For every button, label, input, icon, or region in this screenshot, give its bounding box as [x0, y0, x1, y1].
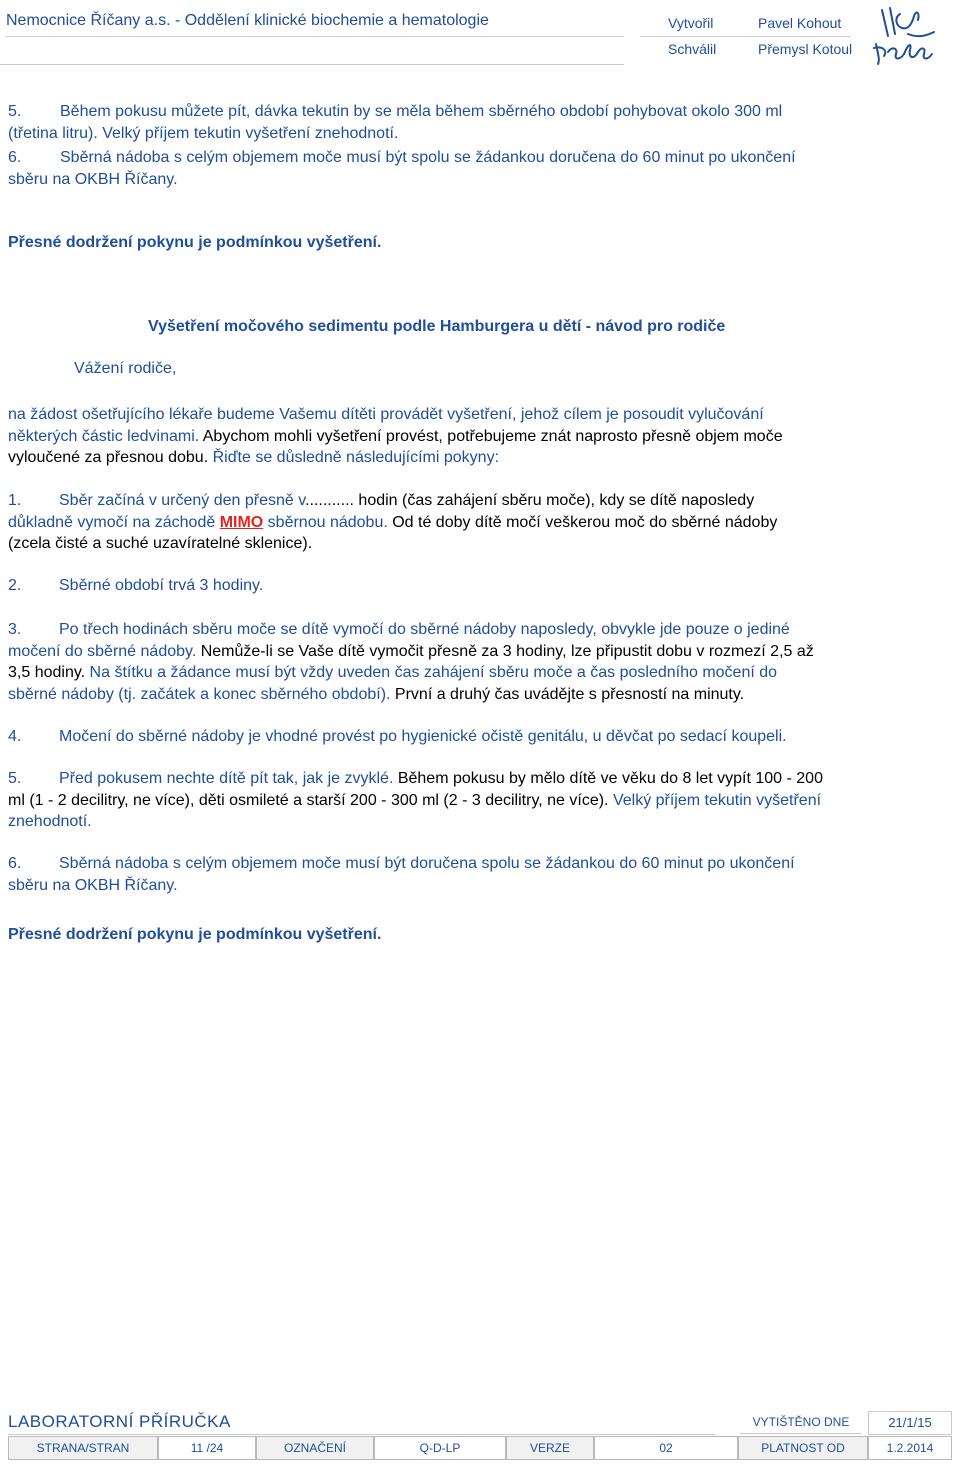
page-label: STRANA/STRAN: [8, 1436, 158, 1460]
step-5: [8, 768, 952, 833]
valid-value: 1.2.2014: [868, 1436, 952, 1460]
approved-label: Schválil: [668, 41, 717, 57]
step-4-text: Močení do sběrné nádoby je vhodné provést po hygienické očistě genitálu, u děvčat po sedací koupeli.: [59, 728, 787, 745]
document-notice: Přesné dodržení pokynu je podmínkou vyšetření.: [8, 926, 382, 943]
step-1-mimo: MIMO: [219, 513, 264, 531]
approved-row: [640, 36, 853, 62]
greeting: Vážení rodiče,: [74, 360, 177, 377]
step-1-e: sběrnou nádobu.: [263, 513, 388, 531]
step-6: [8, 853, 952, 896]
step-5-d: Velký příjem tekutin vyšetření: [608, 791, 822, 809]
para1-line2a: některých částic ledvinami.: [8, 427, 200, 445]
printed-label: VYTIŠTĚNO DNE: [740, 1411, 862, 1434]
intro-5-line2: (třetina litru). Velký příjem tekutin vyšetření znehodnotí.: [8, 124, 399, 142]
step-1: [8, 490, 952, 555]
intro-6-num: 6.: [8, 149, 22, 166]
signature-image: [868, 4, 938, 66]
step-1-d: důkladně vymočí na záchodě: [8, 513, 220, 531]
step-4: [8, 726, 952, 748]
created-row: [640, 10, 850, 37]
step-1-a: Sběr začíná v určený den přesně v: [59, 492, 306, 509]
paragraph-intro: [8, 404, 952, 469]
header-divider: [0, 64, 624, 65]
step-5-a: Před pokusem nechte dítě pít tak, jak je zvyklé.: [59, 770, 394, 787]
page-value: 11 /24: [158, 1436, 256, 1460]
step-1-f: Od té doby dítě močí veškerou moč do sběrné nádoby: [387, 513, 778, 531]
footer-info-bar: [8, 1436, 952, 1460]
intro-6-line2: sběru na OKBH Říčany.: [8, 170, 178, 188]
para1-line3a: vyloučené za přesnou dobu.: [8, 449, 209, 466]
valid-label: PLATNOST OD: [738, 1436, 868, 1460]
intro-5-num: 5.: [8, 103, 22, 120]
approved-by: Přemysl Kotoul: [758, 41, 853, 57]
intro-item-5: [8, 101, 952, 144]
step-2-text: Sběrné období trvá 3 hodiny.: [59, 577, 264, 594]
step-3-num: 3.: [8, 621, 22, 638]
step-3-e: Na štítku a žádance musí být vždy uveden čas zahájení sběru moče a čas posledního močení do: [85, 664, 778, 681]
institution-title: Nemocnice Říčany a.s. - Oddělení klinické biochemie a hematologie: [6, 6, 624, 37]
step-5-c: ml (1 - 2 decilitry, ne více), děti osmileté a starší 200 - 300 ml (2 - 3 decilitry, ne více).: [8, 791, 609, 809]
step-2: [8, 575, 952, 597]
version-value: 02: [594, 1436, 738, 1460]
mark-value: Q-D-LP: [374, 1436, 506, 1460]
created-by: Pavel Kohout: [758, 15, 842, 31]
para1-line3b: Řiďte se důsledně následujícími pokyny:: [208, 449, 500, 466]
step-3: [8, 619, 952, 705]
intro-6-line1: Sběrná nádoba s celým objemem moče musí být spolu se žádankou doručena do 60 minut po ukončení: [60, 149, 796, 166]
step-2-num: 2.: [8, 577, 22, 594]
step-3-g: První a druhý čas uvádějte s přesností na minuty.: [390, 685, 745, 703]
step-3-c: Nemůže-li se Vaše dítě vymočit přesně za 3 hodiny, lze připustit dobu v rozmezí 2,5 až: [196, 642, 814, 660]
para1-line1: na žádost ošetřujícího lékaře budeme Vašemu dítěti provádět vyšetření, jehož cílem je posoudit vylučování: [8, 406, 764, 423]
intro-notice: Přesné dodržení pokynu je podmínkou vyšetření.: [8, 234, 382, 251]
intro-5-line1: Během pokusu můžete pít, dávka tekutin by se měla během sběrného období pohybovat okolo 300 ml: [60, 103, 783, 120]
step-1-dots: ...........: [305, 492, 354, 509]
step-6-a: Sběrná nádoba s celým objemem moče musí být doručena spolu se žádankou do 60 minut po ukončení: [59, 855, 795, 872]
step-6-num: 6.: [8, 855, 22, 872]
printed-value: 21/1/15: [868, 1411, 952, 1435]
version-label: VERZE: [506, 1436, 594, 1460]
intro-item-6: [8, 147, 952, 190]
step-1-g: (zcela čisté a suché uzavíratelné sklenice).: [8, 535, 313, 552]
step-1-num: 1.: [8, 492, 22, 509]
step-6-b: sběru na OKBH Říčany.: [8, 876, 178, 894]
page-header: [0, 0, 960, 70]
step-5-b: Během pokusu by mělo dítě ve věku do 8 let vypít 100 - 200: [393, 770, 823, 787]
step-4-num: 4.: [8, 728, 22, 745]
step-3-a: Po třech hodinách sběru moče se dítě vymočí do sběrné nádoby naposledy, obvykle jde pouze o jediné: [59, 621, 790, 638]
footer-title: LABORATORNÍ PŘÍRUČKA: [8, 1410, 716, 1435]
document-title: Vyšetření močového sedimentu podle Hamburgera u dětí - návod pro rodiče: [148, 318, 726, 335]
step-5-num: 5.: [8, 770, 22, 787]
para1-line2b: Abychom mohli vyšetření provést, potřebujeme znát naprosto přesně objem moče: [199, 427, 783, 445]
created-label: Vytvořil: [668, 15, 714, 31]
mark-label: OZNAČENÍ: [256, 1436, 374, 1460]
step-3-b: močení do sběrné nádoby.: [8, 642, 197, 660]
step-5-e: znehodnotí.: [8, 813, 92, 830]
step-1-c: hodin (čas zahájení sběru moče), kdy se dítě naposledy: [353, 492, 755, 509]
step-3-d: 3,5 hodiny.: [8, 664, 86, 681]
step-3-f: sběrné nádoby (tj. začátek a konec sběrného období).: [8, 685, 391, 703]
